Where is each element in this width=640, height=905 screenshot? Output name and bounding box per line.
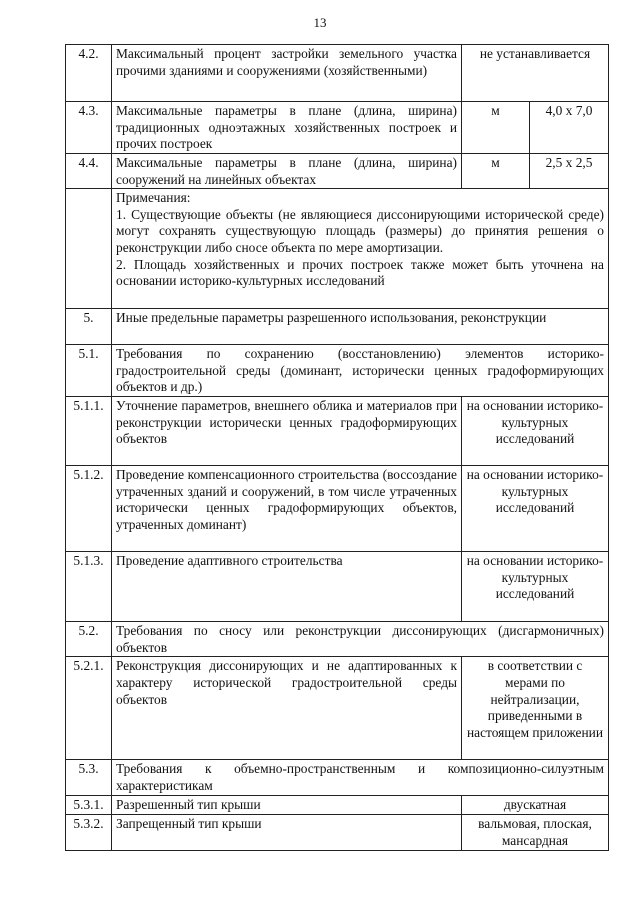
row-value: двускатная — [462, 796, 609, 815]
row-number: 4.2. — [66, 45, 112, 102]
row-value: 4,0 х 7,0 — [530, 102, 609, 154]
row-text: Максимальные параметры в плане (длина, ширина) традиционных одноэтажных хозяйственных построек и прочих построек — [112, 102, 462, 154]
row-text: Уточнение параметров, внешнего облика и материалов при реконструкции исторически ценных градоформирующих объектов — [112, 397, 462, 466]
table-row — [66, 796, 609, 815]
row-number: 5.1.1. — [66, 397, 112, 466]
row-value: в соответствии с мерами по нейтрализации, приведенными в настоящем приложении — [462, 657, 609, 760]
row-text: Максимальный процент застройки земельного участка прочими зданиями и сооружениями (хозяйственными) — [112, 45, 462, 102]
empty-cell — [66, 189, 112, 309]
row-value: на основании историко-культурных исследований — [462, 552, 609, 622]
regulations-table — [65, 44, 609, 851]
row-text: Разрешенный тип крыши — [112, 796, 462, 815]
notes-item-1: 1. Существующие объекты (не являющиеся диссонирующими исторической среде) могут сохранять существующую площадь (размеры) до принятия решения о реконструкции либо сносе объекта по мере амортизации. — [116, 206, 604, 255]
table-row — [66, 657, 609, 760]
table-row — [66, 466, 609, 552]
row-number: 5.3.1. — [66, 796, 112, 815]
notes-heading: Примечания: — [116, 190, 191, 206]
table-row — [66, 154, 609, 189]
table-row — [66, 345, 609, 397]
row-number: 5.3. — [66, 760, 112, 796]
row-unit: м — [462, 154, 530, 189]
table-row — [66, 45, 609, 102]
row-text: Проведение компенсационного строительства (воссоздание утраченных зданий и сооружений, в том числе утраченных исторически ценных градоформирующих объектов, утраченных доминант) — [112, 466, 462, 552]
row-number: 4.3. — [66, 102, 112, 154]
table-row — [66, 815, 609, 850]
row-number: 5.3.2. — [66, 815, 112, 850]
row-text: Требования по сохранению (восстановлению) элементов историко-градостроительной среды (доминант, исторически ценных градоформирующих объектов и др.) — [112, 345, 609, 397]
page-number: 13 — [313, 15, 327, 30]
row-text: Запрещенный тип крыши — [112, 815, 462, 850]
notes-item-2: 2. Площадь хозяйственных и прочих построек также может быть уточнена на основании историко-культурных исследований — [116, 256, 604, 289]
row-number: 5.1. — [66, 345, 112, 397]
row-number: 5.1.2. — [66, 466, 112, 552]
row-number: 5.2.1. — [66, 657, 112, 760]
row-text: Максимальные параметры в плане (длина, ширина) сооружений на линейных объектах — [112, 154, 462, 189]
table-row — [66, 102, 609, 154]
row-text: Реконструкция диссонирующих и не адаптированных к характеру исторической градостроительной среды объектов — [112, 657, 462, 760]
table-row — [66, 189, 609, 309]
row-text: Иные предельные параметры разрешенного использования, реконструкции — [112, 309, 609, 345]
table-row — [66, 552, 609, 622]
row-value: 2,5 х 2,5 — [530, 154, 609, 189]
row-number: 5.2. — [66, 622, 112, 657]
row-number: 5. — [66, 309, 112, 345]
row-text: Требования по сносу или реконструкции диссонирующих (дисгармоничных) объектов — [112, 622, 609, 657]
row-text: Проведение адаптивного строительства — [112, 552, 462, 622]
table-row — [66, 309, 609, 345]
table-row — [66, 760, 609, 796]
row-value: на основании историко-культурных исследований — [462, 397, 609, 466]
table-row — [66, 397, 609, 466]
row-unit: м — [462, 102, 530, 154]
table-row — [66, 622, 609, 657]
notes-cell — [112, 189, 609, 309]
row-value: на основании историко-культурных исследований — [462, 466, 609, 552]
row-text: Требования к объемно-пространственным и композиционно-силуэтным характеристикам — [112, 760, 609, 796]
row-number: 4.4. — [66, 154, 112, 189]
row-number: 5.1.3. — [66, 552, 112, 622]
row-value: не устанавливается — [462, 45, 609, 102]
row-value: вальмовая, плоская, мансардная — [462, 815, 609, 850]
